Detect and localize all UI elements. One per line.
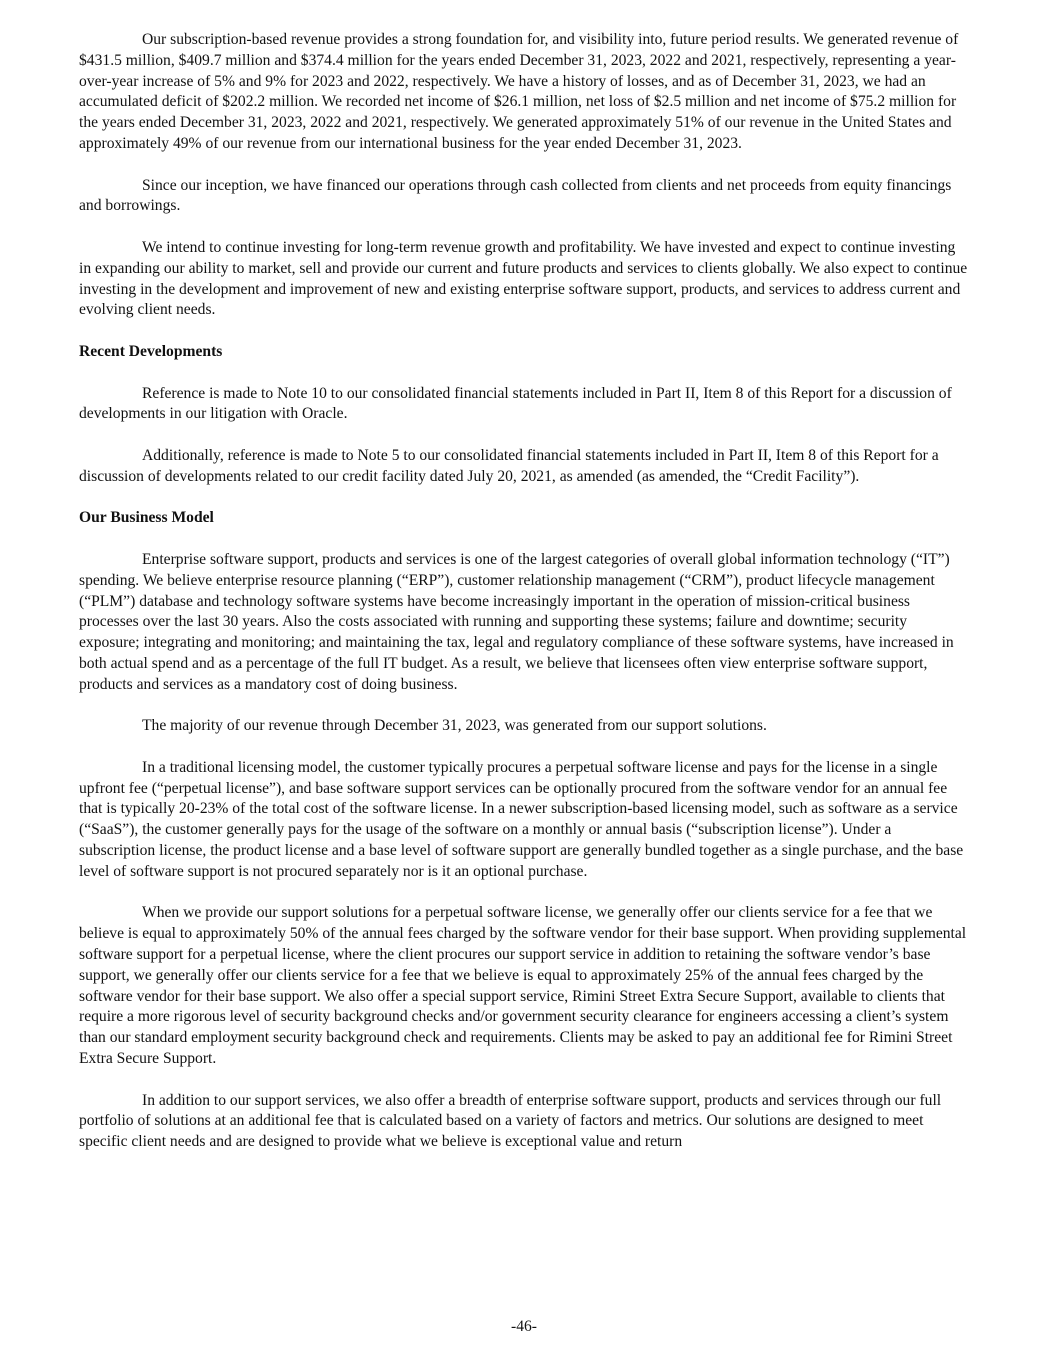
page-number: -46-	[511, 1318, 537, 1335]
paragraph-portfolio-solutions: In addition to our support services, we also offer a breadth of enterprise software support, products and services through our full portfolio of solutions at an additional fee that is calculated based on a variety of factors and metrics. Our solutions are designed to meet specific client needs and are designed to provide what we believe is exceptional value and return	[79, 1091, 942, 1151]
paragraph-enterprise-support-market: Enterprise software support, products and services is one of the largest categories of overall global information technology (“IT”) spending. We believe enterprise resource planning (“ERP”), customer relationship management (“CRM”), product lifecycle management (“PLM”) database and technology software systems have become increasingly important in the operation of mission-critical business processes over the last 30 years. Also the costs associated with running and supporting these systems; failure and downtime; security exposure; integrating and monitoring; and maintaining the tax, legal and regulatory compliance of these software systems, have increased in both actual spend and as a percentage of the full IT budget. As a result, we believe that licensees often view enterprise software support, products and services as a mandatory cost of doing business.	[79, 550, 954, 693]
paragraph-oracle-litigation: Reference is made to Note 10 to our consolidated financial statements included in Part II, Item 8 of this Report for a discussion of developments in our litigation with Oracle.	[79, 384, 952, 423]
paragraph-revenue-overview: Our subscription-based revenue provides a strong foundation for, and visibility into, future period results. We generated revenue of $431.5 million, $409.7 million and $374.4 million for the years ended December 31, 2023, 2022 and 2021, respectively, representing a year-over-year increase of 5% and 9% for 2023 and 2022, respectively. We have a history of losses, and as of December 31, 2023, we had an accumulated deficit of $202.2 million. We recorded net income of $26.1 million, net loss of $2.5 million and net income of $75.2 million for the years ended December 31, 2023, 2022 and 2021, respectively. We generated approximately 51% of our revenue in the United States and approximately 49% of our revenue from our international business for the year ended December 31, 2023.	[79, 31, 959, 152]
paragraph-revenue-source: The majority of our revenue through December 31, 2023, was generated from our support solutions.	[142, 717, 767, 735]
section-heading-business-model: Our Business Model	[79, 509, 214, 527]
paragraph-investment: We intend to continue investing for long-term revenue growth and profitability. We have invested and expect to continue investing in expanding our ability to market, sell and provide our current and future products and services to clients globally. We also expect to continue investing in the development and improvement of new and existing enterprise software support, products, and services to address current and evolving client needs.	[79, 238, 968, 319]
paragraph-licensing-models: In a traditional licensing model, the customer typically procures a perpetual software license and pays for the license in a single upfront fee (“perpetual license”), and base software support services can be optionally procured from the software vendor for an annual fee that is typically 20-23% of the total cost of the software license. In a newer subscription-based licensing model, such as software as a service (“SaaS”), the customer generally pays for the usage of the software on a monthly or annual basis (“subscription license”). Under a subscription license, the product license and a base level of software support are generally bundled together as a single purchase, and the base level of software support is not procured separately nor is it an optional purchase.	[79, 758, 964, 880]
paragraph-credit-facility: Additionally, reference is made to Note 5 to our consolidated financial statements included in Part II, Item 8 of this Report for a discussion of developments related to our credit facility dated July 20, 2021, as amended (as amended, the “Credit Facility”).	[79, 446, 939, 485]
paragraph-support-pricing: When we provide our support solutions for a perpetual software license, we generally offer our clients service for a fee that we believe is equal to approximately 50% of the annual fees charged by the software vendor for their base support. When providing supplemental software support for a perpetual license, where the client procures our support service in addition to retaining the software vendor’s base support, we generally offer our clients service for a fee that we believe is equal to approximately 25% of the annual fees charged by the software vendor for their base support. We also offer a special support service, Rimini Street Extra Secure Support, available to clients that require a more rigorous level of security background checks and/or government security clearance for engineers accessing a client’s system than our standard employment security background check and requirements. Clients may be asked to pay an additional fee for Rimini Street Extra Secure Support.	[79, 904, 967, 1068]
document-page	[79, 30, 971, 1174]
paragraph-financing: Since our inception, we have financed our operations through cash collected from clients and net proceeds from equity financings and borrowings.	[79, 176, 952, 215]
section-heading-recent-developments: Recent Developments	[79, 342, 223, 360]
